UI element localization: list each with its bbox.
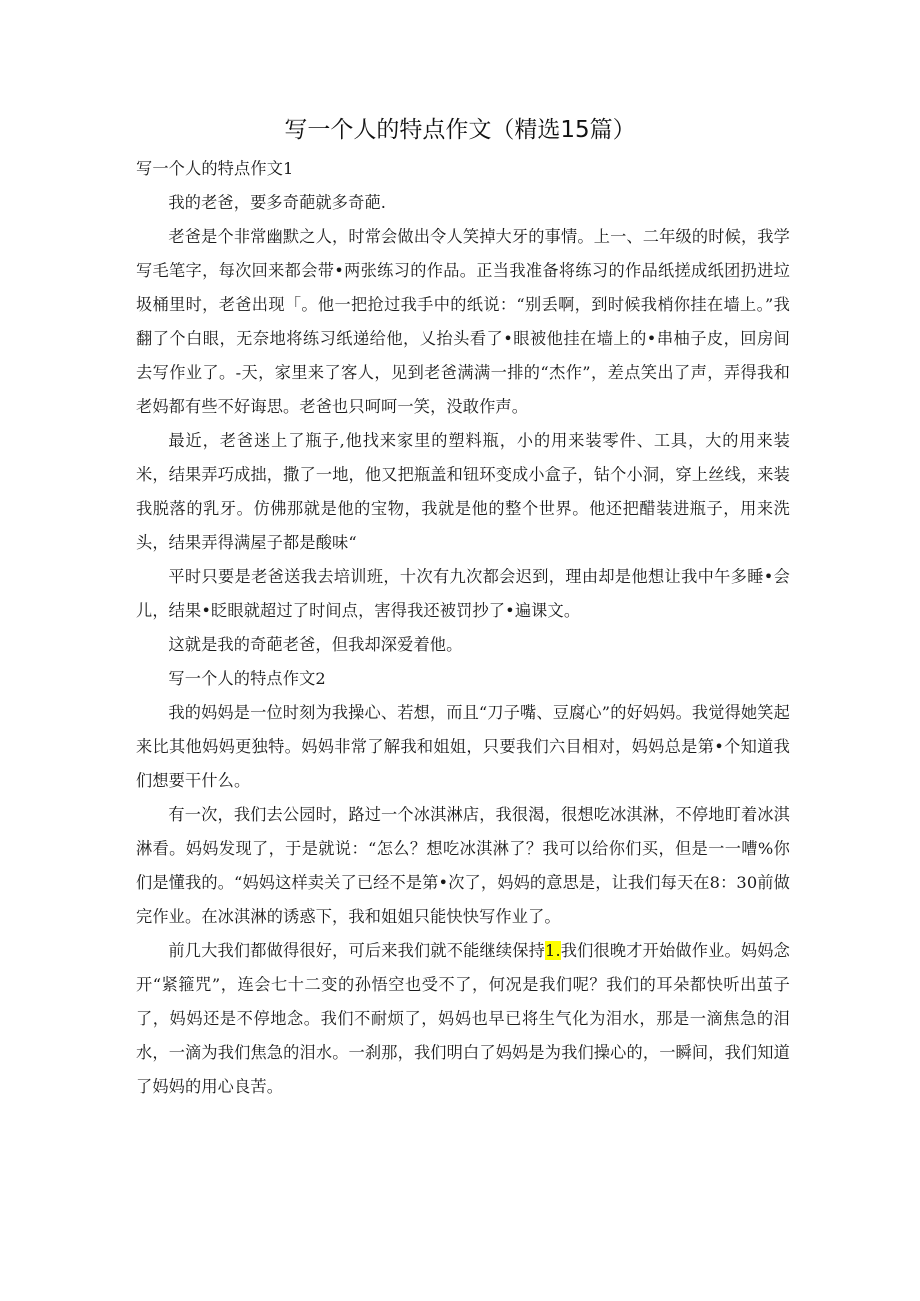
paragraph: 平时只要是老爸送我去培训班，十次有九次都会迟到，理由却是他想让我中午多睡•会儿，结果•眨眼就超过了时间点，害得我还被罚抄了•遍课文。 <box>136 567 790 620</box>
section-heading-1: 写一个人的特点作文1 <box>136 159 294 178</box>
paragraph: 我的老爸，要多奇葩就多奇葩. <box>168 193 387 212</box>
section-heading-2: 写一个人的特点作文2 <box>168 669 326 688</box>
document-body <box>136 152 790 1104</box>
paragraph: 有一次，我们去公园时，路过一个冰淇淋店，我很渴，很想吃冰淇淋，不停地盯着冰淇淋看。妈妈发现了，于是就说：“怎么？想吃冰淇淋了？我可以给你们买，但是一一嘈%你们是懂我的。“妈妈这样卖关了已经不是第•次了，妈妈的意思是，让我们每天在8：30前做完作业。在冰淇淋的诱惑下，我和姐姐只能快快写作业了。 <box>136 805 790 926</box>
paragraph: 我的妈妈是一位时刻为我操心、若想，而且“刀子嘴、豆腐心”的好妈妈。我觉得她笑起来比其他妈妈更独特。妈妈非常了解我和姐姐，只要我们六目相对，妈妈总是第•个知道我们想要干什么。 <box>136 703 790 790</box>
paragraph: 最近，老爸迷上了瓶子,他找来家里的塑料瓶，小的用来装零件、工具，大的用来装米，结果弄巧成拙，撒了一地，他又把瓶盖和钮环变成小盒子，钻个小洞，穿上丝线，来装我脱落的乳牙。仿佛那就是他的宝物，我就是他的整个世界。他还把醋装进瓶子，用来洗头，结果弄得满屋子都是酸味“ <box>136 431 790 552</box>
paragraph-last <box>136 934 790 1104</box>
paragraph: 老爸是个非常幽默之人，时常会做出令人笑掉大牙的事情。上一、二年级的时候，我学写毛笔字，每次回来都会带•两张练习的作品。正当我准备将练习的作品纸搓成纸团扔进垃圾桶里时，老爸出现「。他一把抢过我手中的纸说：“别丢啊，到时候我梢你挂在墙上。”我翻了个白眼，无奈地将练习纸递给他，乂抬头看了•眼被他挂在墙上的•串柚子皮，回房间去写作业了。-天，家里来了客人，见到老爸满满一排的“杰作”，差点笑出了声，弄得我和老妈都有些不好诲思。老爸也只呵呵一笑，没敢作声。 <box>136 227 790 416</box>
text-run: 前几大我们都做得很好，可后来我们就不能继续保持 <box>168 941 545 960</box>
text-run: 我们很晚才开始做作业。妈妈念开“紧箍咒”，连会七十二变的孙悟空也受不了，何况是我们呢？我们的耳朵都快听出茧子了，妈妈还是不停地念。我们不耐烦了，妈妈也早已将生气化为泪水，那是一滴焦急的泪水，一滴为我们焦急的泪水。一刹那，我们明白了妈妈是为我们操心的，一瞬间，我们知道了妈妈的用心良苦。 <box>136 941 790 1096</box>
highlighted-text: 1. <box>545 941 561 960</box>
paragraph: 这就是我的奇葩老爸，但我却深爱着他。 <box>168 635 463 654</box>
document-title: 写一个人的特点作文（精选15篇） <box>284 117 636 143</box>
